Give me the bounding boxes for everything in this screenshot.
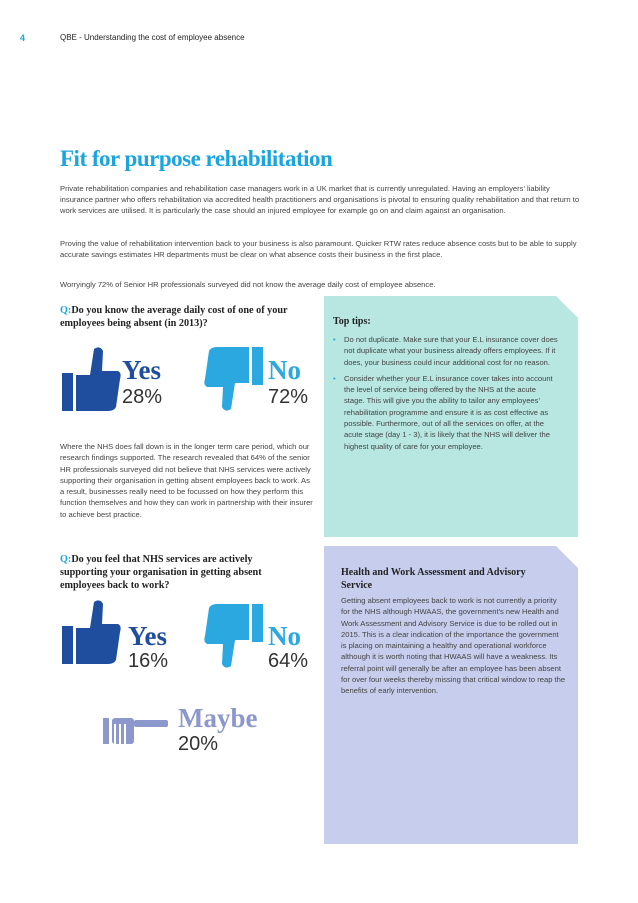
page-number: 4 <box>20 33 26 43</box>
thumbs-up-icon <box>60 345 122 413</box>
hwaas-text: Getting absent employees back to work is not currently a priority for the NHS although HWAAS, the government's new Health and Work Assessment and Advisory Service is due to be rolled out in 2015. This is a clear indication of the importance the government is placing on maintaining a healthy and operational workforce although it is worth noting that HWAAS will have a weakness. Its referral point will generally be after an employee has been absent for over four weeks thereby missing that critical window to reap the benefits of early intervention. <box>341 596 566 696</box>
q1-no-value: 72% <box>268 386 309 408</box>
top-tips-list <box>333 334 558 452</box>
bullet-icon: • <box>333 335 336 344</box>
thumbs-down-icon <box>203 345 265 413</box>
body-text: Where the NHS does fall down is in the longer term care period, which our research findings supported. The research revealed that 64% of the senior HR professionals surveyed did not believe that NHS services were actively supporting their organisation in getting absent employees back to work. As a result, businesses really need to be focussed on how they perform this function themselves and how they can work in partnership with their insurer to achieve best practice. <box>60 442 313 519</box>
q2-no-value: 64% <box>268 650 309 672</box>
thumbs-up-icon <box>60 598 122 666</box>
q1-no-label: No <box>268 355 301 385</box>
question-2 <box>60 553 295 592</box>
flat-hand-icon <box>103 716 171 746</box>
hwaas-title: Health and Work Assessment and Advisory Service <box>341 567 526 591</box>
question-1-text: Do you know the average daily cost of one of your employees being absent (in 2013)? <box>60 305 288 329</box>
q2-maybe-value: 20% <box>178 733 219 755</box>
top-tip-item: • Consider whether your E.L insurance cover takes into account the level of service being offered by the NHS at the acute stage. This will give you the ability to tailor any employees' rehabilitation programme and ensure it is as cost effective as possible. Furthermore, out of all the services on offer, at the acute stage (day 1 - 3), it is likely that the NHS will deliver the highest quality of care for your employee. <box>333 373 553 451</box>
q2-yes-label: Yes <box>128 621 167 651</box>
document-title: QBE - Understanding the cost of employee absence <box>60 33 245 42</box>
hwaas-panel <box>341 566 566 697</box>
thumbs-down-icon <box>203 602 265 670</box>
top-tips-title: Top tips: <box>333 316 371 327</box>
q2-no-label: No <box>268 621 301 651</box>
q2-yes-value: 16% <box>128 650 169 672</box>
intro-paragraph-2: Proving the value of rehabilitation intervention back to your business is also paramount. Quicker RTW rates reduce absence costs but to be able to supply accurate savings estimates HR departments must be clear on what absence costs their business in the first place. <box>60 239 577 260</box>
page-title: Fit for purpose rehabilitation <box>60 146 333 171</box>
question-1 <box>60 304 320 330</box>
question-2-text: Do you feel that NHS services are actively supporting your organisation in getting absent employees back to work? <box>60 554 262 591</box>
q1-yes-label: Yes <box>122 355 161 385</box>
intro-paragraph-1: Private rehabilitation companies and rehabilitation case managers work in a UK market that is currently unregulated. Having an employers' liability insurance partner who offers rehabilitation via accredited health practitioners and organisations is pivotal to ensuring quality rehabilitation and that return to work services are utilised. It is particularly the case should an injured employee for example go on and claim against an organisation. <box>60 184 580 216</box>
question-1-prefix: Q: <box>60 305 72 316</box>
bullet-icon: • <box>333 373 336 383</box>
question-2-prefix: Q: <box>60 554 72 565</box>
intro-paragraph-3: Worryingly 72% of Senior HR professionals surveyed did not know the average daily cost of employee absence. <box>60 280 436 289</box>
q2-maybe-label: Maybe <box>178 703 258 733</box>
q1-yes-value: 28% <box>122 386 163 408</box>
top-tip-item: • Do not duplicate. Make sure that your E.L insurance cover does not duplicate what your business already offers employees. If it does, your business could incur additional cost for no reason. <box>333 335 558 367</box>
top-tips-panel <box>333 315 558 457</box>
